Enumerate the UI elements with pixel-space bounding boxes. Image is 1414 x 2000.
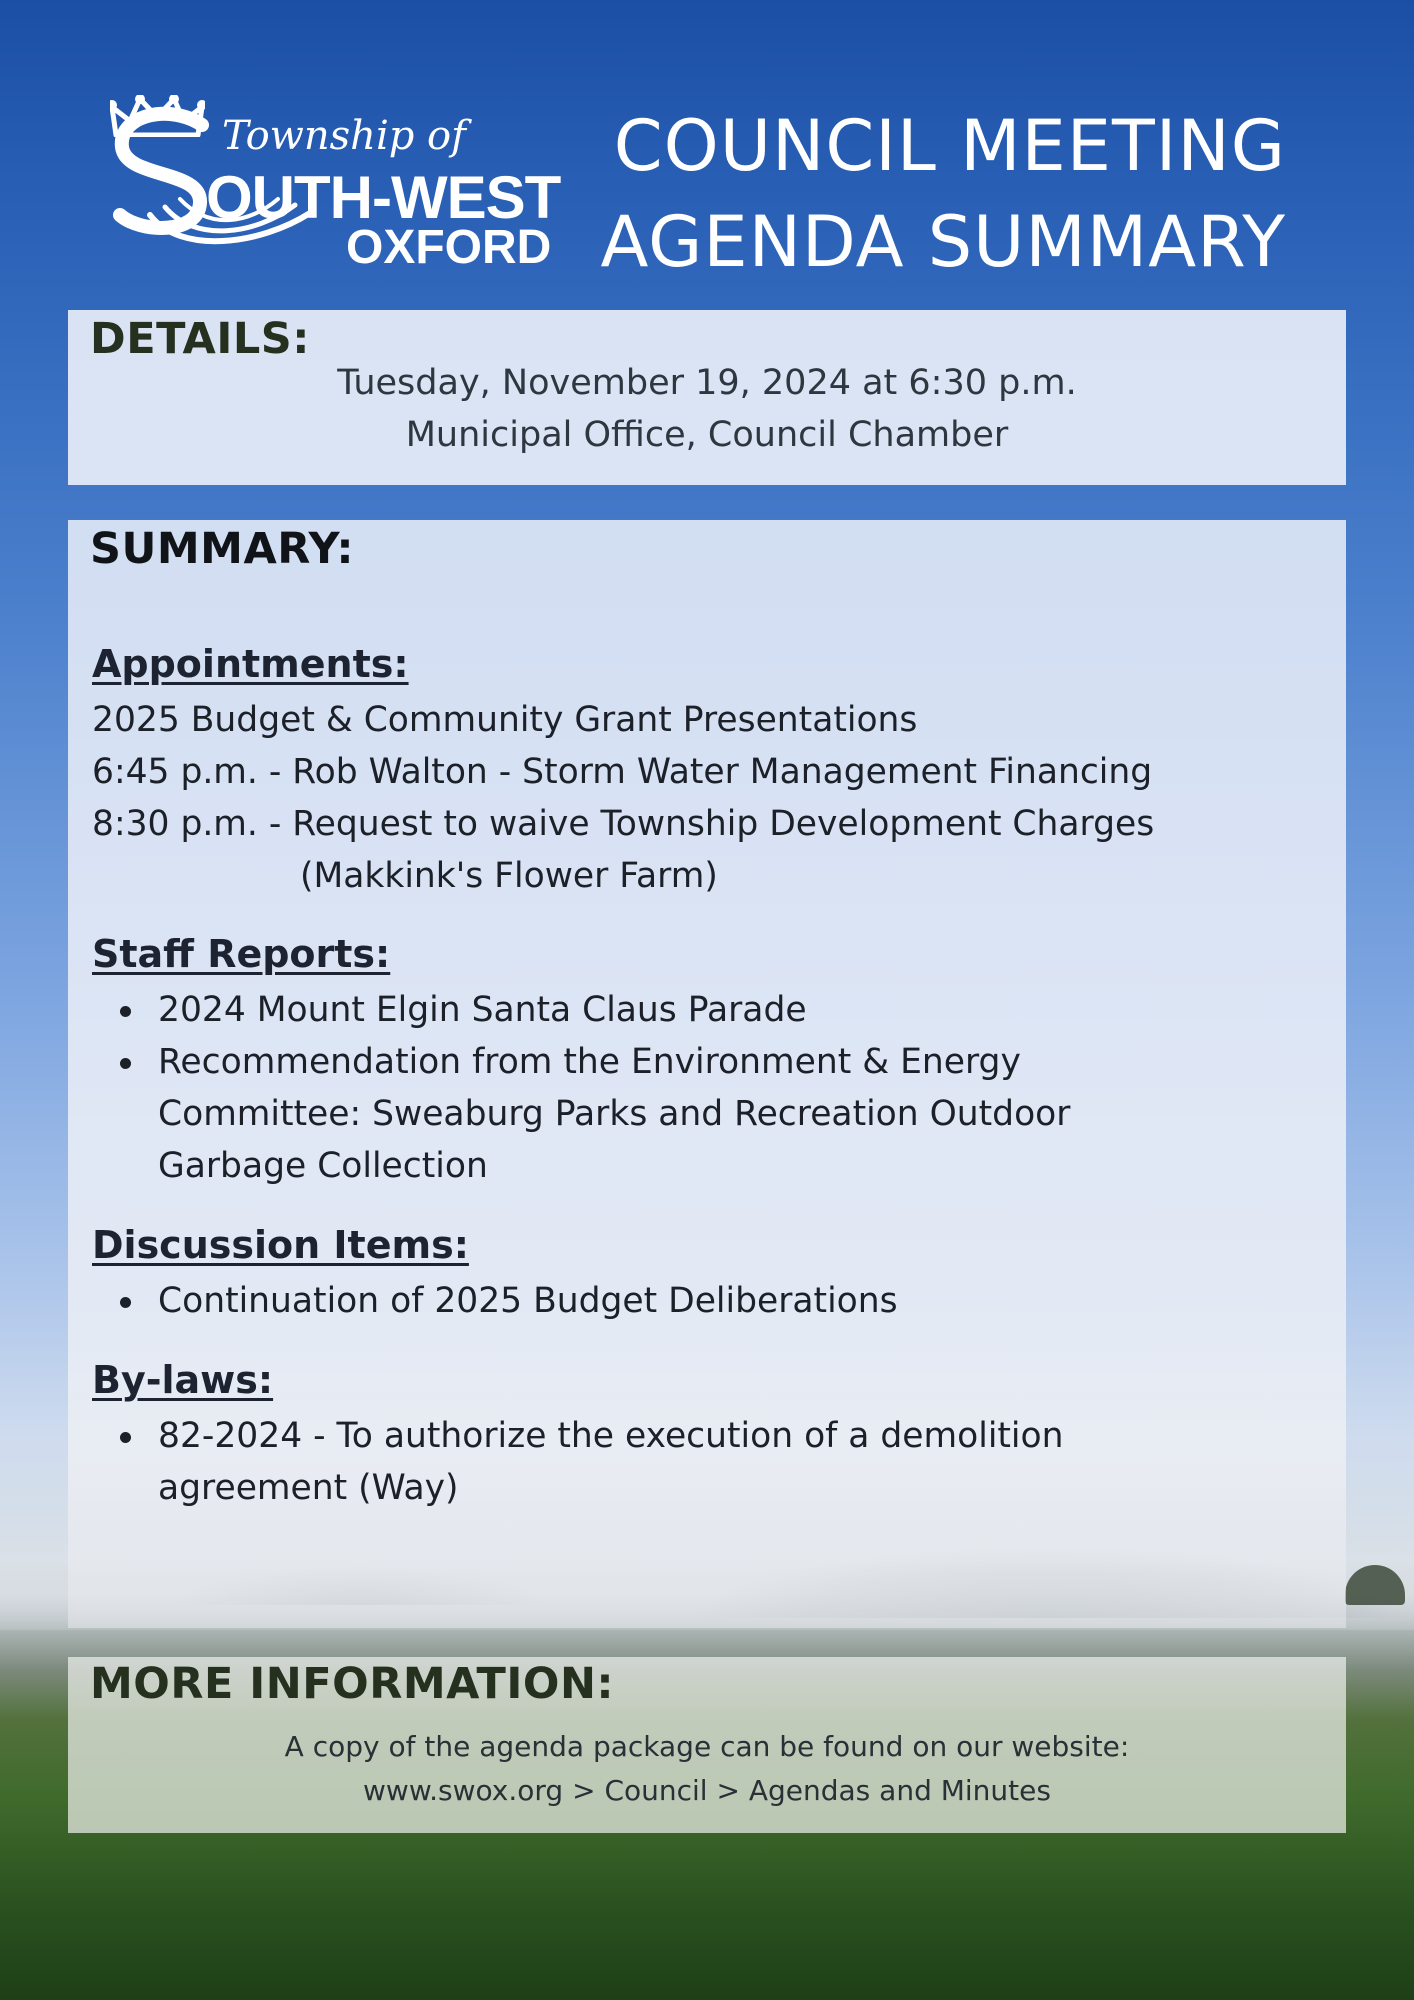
agenda-package-note: A copy of the agenda package can be found on our website: <box>284 1730 1130 1763</box>
meeting-location: Municipal Office, Council Chamber <box>405 415 1009 455</box>
logo-text-oxford: OXFORD <box>346 221 552 274</box>
logo-text-south-west: OUTH-WEST <box>206 164 561 231</box>
staff-reports-list <box>92 984 1212 1192</box>
list-item: 82-2024 - To authorize the execution of a demolition agreement (Way) <box>92 1410 1212 1514</box>
page-title-line-1: COUNCIL MEETING <box>613 105 1286 187</box>
appointment-line: 2025 Budget & Community Grant Presentations <box>92 700 918 740</box>
website-path: www.swox.org > Council > Agendas and Minutes <box>363 1774 1051 1807</box>
summary-panel <box>68 520 1346 1628</box>
page-title-line-2: AGENDA SUMMARY <box>600 201 1286 283</box>
bullet-icon <box>120 1297 131 1308</box>
bullet-icon <box>120 1006 131 1017</box>
appointment-line: 8:30 p.m. - Request to waive Township Development Charges <box>92 804 1155 844</box>
more-information-panel <box>68 1657 1346 1833</box>
appointment-line: 6:45 p.m. - Rob Walton - Storm Water Management Financing <box>92 752 1153 792</box>
details-heading: DETAILS: <box>90 314 310 364</box>
page-title <box>600 98 1286 290</box>
bylaws-list <box>92 1410 1212 1514</box>
list-item: 2024 Mount Elgin Santa Claus Parade <box>92 984 1212 1036</box>
bylaws-heading: By-laws: <box>92 1358 274 1402</box>
logo-text-township: Township of <box>222 113 466 159</box>
discussion-items-heading: Discussion Items: <box>92 1223 469 1267</box>
bullet-icon <box>120 1058 131 1069</box>
more-information-heading: MORE INFORMATION: <box>90 1659 615 1709</box>
staff-reports-heading: Staff Reports: <box>92 932 391 976</box>
list-item: Continuation of 2025 Budget Deliberations <box>92 1275 1212 1327</box>
discussion-items-list <box>92 1275 1212 1327</box>
township-logo <box>110 95 561 280</box>
appointment-line-continued: (Makkink's Flower Farm) <box>300 856 718 896</box>
appointments-heading: Appointments: <box>92 642 409 686</box>
meeting-date-time: Tuesday, November 19, 2024 at 6:30 p.m. <box>337 363 1077 403</box>
list-item: Recommendation from the Environment & Energy Committee: Sweaburg Parks and Recreation Outdoor Garbage Collection <box>92 1036 1212 1192</box>
bullet-icon <box>120 1432 131 1443</box>
details-text <box>68 357 1346 461</box>
summary-heading: SUMMARY: <box>90 524 355 574</box>
more-information-text <box>68 1725 1346 1813</box>
details-panel <box>68 310 1346 485</box>
